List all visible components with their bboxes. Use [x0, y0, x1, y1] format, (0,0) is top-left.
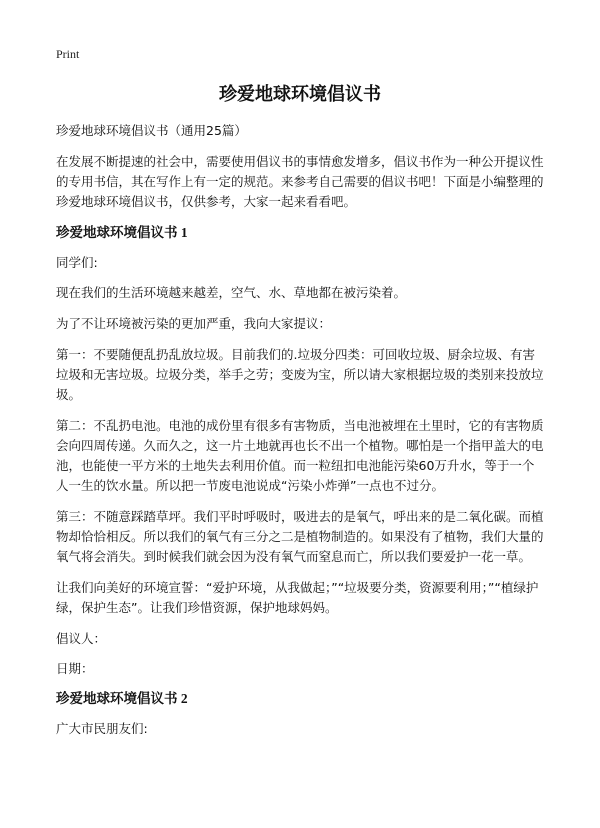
- section1-paragraph: 第三：不随意踩踏草坪。我们平时呼吸时，吸进去的是氧气，呼出来的是二氧化碳。而植物却恰恰相反。所以我们的氧气有三分之二是植物制造的。如果没有了植物，我们大量的氧气将会消失。到时候我们就会因为没有氧气而窒息而亡，所以我们要爱护一花一草。: [56, 509, 544, 564]
- section1-paragraph: 第一：不要随便乱扔乱放垃圾。目前我们的.垃圾分四类：可回收垃圾、厨余垃圾、有害垃圾和无害垃圾。垃圾分类，举手之劳；变废为宝，所以请大家根据垃圾的类别来投放垃圾。: [56, 347, 544, 402]
- section1-signer: 倡议人：: [56, 631, 107, 646]
- section2-greeting: 广大市民朋友们:: [56, 721, 148, 736]
- section1-greeting: 同学们:: [56, 255, 98, 270]
- page-title: 珍爱地球环境倡议书: [219, 84, 381, 105]
- document-body: [56, 121, 546, 749]
- section1-paragraph: 为了不让环境被污染的更加严重，我向大家提议：: [56, 316, 332, 331]
- section-heading-1: 珍爱地球环境倡议书 1: [56, 225, 188, 240]
- intro-paragraph: 在发展不断提速的社会中，需要使用倡议书的事情愈发增多，倡议书作为一种公开提议性的专用书信，其在写作上有一定的规范。来参考自己需要的倡议书吧！下面是小编整理的珍爱地球环境倡议书，仅供参考，大家一起来看看吧。: [56, 154, 544, 209]
- section1-paragraph: 现在我们的生活环境越来越差，空气、水、草地都在被污染着。: [56, 285, 407, 300]
- section1-paragraph: 让我们向美好的环境宣誓：“爱护环境，从我做起；”“垃圾要分类，资源要利用；”“植绿护绿，保护生态”。让我们珍惜资源，保护地球妈妈。: [56, 580, 539, 615]
- document-subtitle: 珍爱地球环境倡议书（通用25篇）: [56, 123, 247, 138]
- section1-date: 日期：: [56, 661, 94, 676]
- section1-paragraph: 第二：不乱扔电池。电池的成份里有很多有害物质，当电池被埋在土里时，它的有害物质会向四周传递。久而久之，这一片土地就再也长不出一个植物。哪怕是一个指甲盖大的电池，也能使一平方米的土地失去利用价值。而一粒纽扣电池能污染60万升水，等于一个人一生的饮水量。所以把一节废电池说成“污染小炸弹”一点也不过分。: [56, 418, 544, 493]
- print-link[interactable]: Print: [56, 47, 80, 61]
- section-heading-2: 珍爱地球环境倡议书 2: [56, 691, 188, 706]
